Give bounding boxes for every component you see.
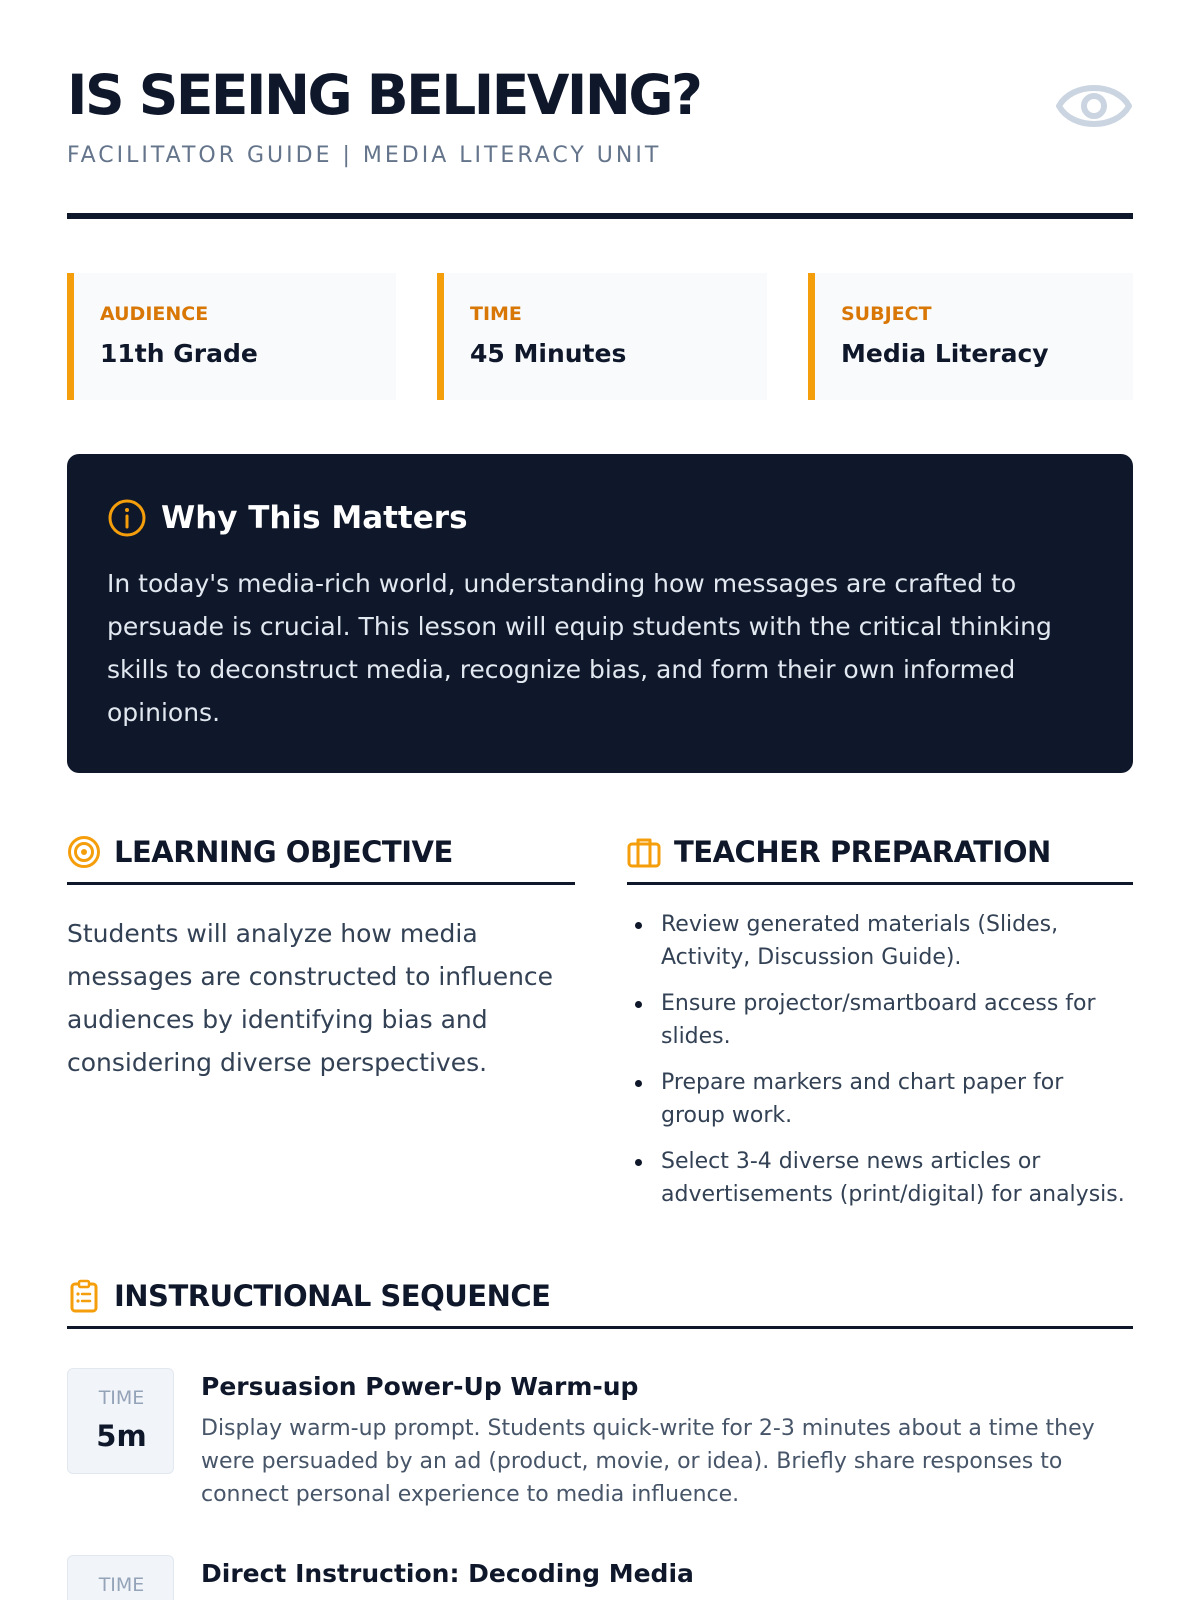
clipboard-icon bbox=[67, 1279, 101, 1313]
header-divider bbox=[67, 213, 1133, 219]
eye-icon bbox=[1056, 76, 1132, 136]
meta-label: AUDIENCE bbox=[100, 303, 209, 325]
objective-text: Students will analyze how media messages are constructed to influence audiences by identifying bias and considering diverse perspectives. bbox=[67, 919, 554, 1077]
why-title: Why This Matters bbox=[161, 500, 468, 536]
preparation-list bbox=[627, 908, 1133, 1224]
meta-value: Media Literacy bbox=[841, 339, 1049, 368]
meta-label: SUBJECT bbox=[841, 303, 932, 325]
time-label: TIME bbox=[98, 1387, 145, 1409]
time-value: 5m bbox=[96, 1419, 147, 1453]
step-description: Display warm-up prompt. Students quick-write for 2-3 minutes about a time they were persuaded by an ad (product, movie, or idea). Briefly share responses to connect personal experience to media influence. bbox=[201, 1416, 1095, 1507]
list-item: Select 3-4 diverse news articles or advertisements (print/digital) for analysis. bbox=[627, 1145, 1133, 1211]
list-item: Ensure projector/smartboard access for slides. bbox=[627, 987, 1133, 1053]
step-title: Persuasion Power-Up Warm-up bbox=[201, 1372, 639, 1401]
time-box bbox=[67, 1368, 174, 1474]
briefcase-icon bbox=[627, 835, 661, 869]
meta-card-time bbox=[437, 273, 767, 400]
sequence-step bbox=[67, 1368, 1133, 1518]
teacher-preparation-header bbox=[627, 827, 1133, 885]
why-text: In today's media-rich world, understanding how messages are crafted to persuade is crucial. This lesson will equip students with the critical thinking skills to deconstruct media, recognize bias, and form their own informed opinions. bbox=[107, 569, 1052, 727]
target-icon bbox=[67, 835, 101, 869]
page-subtitle: FACILITATOR GUIDE | MEDIA LITERACY UNIT bbox=[67, 143, 662, 168]
section-title: LEARNING OBJECTIVE bbox=[114, 835, 453, 869]
list-item: Prepare markers and chart paper for group work. bbox=[627, 1066, 1133, 1132]
page-title: IS SEEING BELIEVING? bbox=[67, 63, 701, 127]
list-item: Review generated materials (Slides, Activity, Discussion Guide). bbox=[627, 908, 1133, 974]
section-title: INSTRUCTIONAL SEQUENCE bbox=[114, 1279, 551, 1313]
meta-card-subject bbox=[808, 273, 1133, 400]
learning-objective-header bbox=[67, 827, 575, 885]
info-icon bbox=[107, 498, 147, 538]
meta-value: 11th Grade bbox=[100, 339, 258, 368]
section-title: TEACHER PREPARATION bbox=[674, 835, 1051, 869]
time-box bbox=[67, 1555, 174, 1600]
sequence-step bbox=[67, 1555, 1133, 1600]
meta-label: TIME bbox=[470, 303, 522, 325]
why-this-matters-callout bbox=[67, 454, 1133, 773]
meta-value: 45 Minutes bbox=[470, 339, 627, 368]
instructional-sequence-header bbox=[67, 1271, 1133, 1329]
time-label: TIME bbox=[98, 1574, 145, 1596]
meta-card-audience bbox=[67, 273, 396, 400]
step-title: Direct Instruction: Decoding Media bbox=[201, 1559, 694, 1588]
